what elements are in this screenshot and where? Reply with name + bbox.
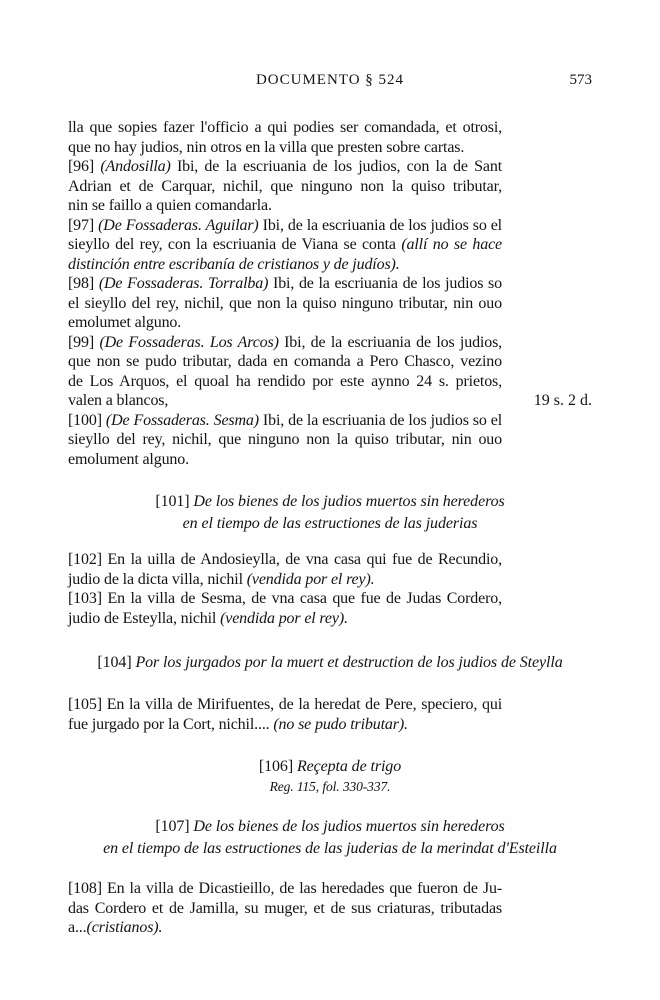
text-line — [68, 138, 502, 158]
text-line — [68, 372, 502, 392]
text-segment: emolumet alguno. — [68, 314, 182, 331]
text-segment: lla que sopies fazer l'officio a qui podies ser comandada, et otrosi, — [68, 119, 502, 136]
text-line — [68, 313, 502, 333]
text-segment: Ibi, de la escriuania de los judios, — [278, 333, 502, 351]
text-segment: [107] — [155, 818, 194, 835]
italic-segment: (De Fossaderas. Aguilar) — [98, 216, 259, 234]
text-segment: fue jurgado por la Cort, nichil.... — [68, 715, 274, 733]
text-segment: judio de Esteylla, nichil — [68, 609, 221, 627]
text-segment: a... — [68, 919, 87, 936]
text-line — [68, 918, 502, 938]
text-line — [68, 715, 502, 735]
text-segment: que no hay judios, nin otros en la villa que presten sobre cartas. — [68, 138, 465, 156]
italic-segment: (vendida por el rey). — [220, 609, 348, 627]
text-line — [68, 118, 502, 138]
text-line — [68, 570, 502, 590]
paragraph — [68, 157, 502, 216]
text-content — [68, 118, 592, 938]
italic-segment: (De Fossaderas. Sesma) — [105, 411, 259, 429]
text-segment: [106] — [258, 758, 297, 775]
text-line — [68, 879, 502, 899]
text-segment: Ibi, de la escriuania de los judios so el — [258, 216, 502, 234]
paragraph — [68, 879, 502, 938]
text-segment: [105] En la villa de Mirifuentes, de la heredat de Pere, speciero, qui — [68, 696, 502, 713]
text-line — [68, 695, 502, 715]
italic-segment: (allí no se hace — [401, 236, 503, 253]
section-heading — [68, 491, 592, 535]
italic-segment: Reg. 115, fol. 330-337. — [269, 779, 391, 794]
italic-segment: distinción entre escribanía de cristianos y de judíos). — [68, 255, 400, 273]
amount-value: 19 s. 2 d. — [533, 392, 592, 409]
italic-segment: en el tiempo de las estructiones de las juderias de la merindat d'Esteilla — [103, 840, 557, 857]
paragraph — [68, 589, 502, 628]
paragraph — [68, 118, 502, 157]
italic-segment: (De Fossaderas. Los Arcos) — [99, 333, 279, 351]
italic-segment: De los bienes de los judios muertos sin herederos — [193, 493, 505, 510]
text-line — [68, 196, 502, 216]
section-heading — [68, 652, 592, 674]
text-segment: que non se pudo tributar, dada en comanda a Pero Chasco, vezino — [68, 353, 502, 370]
text-line — [68, 609, 502, 629]
text-line — [68, 157, 502, 177]
heading-line — [68, 778, 592, 796]
text-line — [68, 391, 592, 411]
italic-segment: (no se pudo tributar). — [273, 715, 408, 733]
running-header — [68, 72, 592, 90]
text-segment: Adrian et de Carquar, nichil, que ninguno non la quiso tributar, — [68, 177, 502, 195]
italic-segment: De los bienes de los judios muertos sin herederos — [193, 818, 505, 835]
italic-segment: en el tiempo de las estructiones de las juderias — [182, 515, 478, 532]
text-segment: judio de la dicta villa, nichil — [68, 570, 247, 588]
text-segment: de Los Arquos, el quoal ha rendido por este aynno 24 s. prietos, — [68, 372, 502, 390]
text-segment: nin se faillo a quien comandarla. — [68, 197, 272, 214]
text-line — [68, 450, 502, 470]
heading-line — [68, 513, 592, 535]
text-segment: [100] — [68, 411, 106, 429]
text-segment: Ibi, de la escriuania de los judios so el — [258, 411, 502, 429]
text-segment: Ibi, de la escriuania de los judios, con la de Sant — [170, 158, 502, 175]
text-line — [68, 899, 502, 919]
text-segment: [104] — [97, 654, 136, 671]
italic-segment: (vendida por el rey). — [246, 570, 375, 588]
italic-segment: (cristianos). — [86, 919, 163, 936]
paragraph — [68, 216, 502, 275]
text-segment: [97] — [68, 216, 99, 234]
text-line — [68, 255, 502, 275]
paragraph — [68, 333, 592, 411]
text-line — [68, 411, 502, 431]
text-segment: Ibi, de la escriuania de los judios so — [268, 275, 502, 292]
text-segment: valen a blancos, — [68, 392, 169, 409]
section-heading — [68, 816, 592, 860]
text-line — [68, 589, 502, 609]
italic-segment: Por los jurgados por la muert et destruction de los judios de Steylla — [135, 654, 563, 671]
text-segment: [102] En la uilla de Andosieylla, de vna casa qui fue de Recundio, — [68, 551, 502, 568]
paragraph — [68, 274, 502, 333]
text-line — [68, 430, 502, 450]
text-line — [68, 550, 502, 570]
text-line — [68, 177, 502, 197]
heading-line — [68, 816, 592, 838]
heading-line — [68, 838, 592, 860]
text-line — [68, 235, 502, 255]
running-header-title: DOCUMENTO § 524 — [255, 72, 405, 88]
text-segment: el sieyllo del rey, nichil, que non la quiso ninguno tributar, nin ouo — [68, 294, 502, 312]
text-segment: [103] En la villa de Sesma, de vna casa que fue de Judas Cordero, — [68, 590, 502, 607]
text-segment: [98] — [68, 275, 99, 292]
text-segment: [108] En la villa de Dicastieillo, de las heredades que fueron de Ju- — [68, 880, 502, 897]
heading-line — [68, 756, 592, 778]
text-line — [68, 216, 502, 236]
text-line — [68, 333, 502, 353]
section-heading — [68, 756, 592, 796]
page-number: 573 — [569, 72, 592, 88]
paragraph — [68, 550, 502, 589]
text-segment: sieyllo del rey, con la escriuania de Viana se conta — [68, 236, 402, 253]
text-segment: emolument alguno. — [68, 450, 189, 468]
paragraph — [68, 411, 502, 470]
italic-segment: Reçepta de trigo — [296, 758, 402, 775]
text-line — [68, 274, 502, 294]
italic-segment: (De Fossaderas. Torralba) — [98, 275, 269, 292]
text-segment: [99] — [68, 333, 100, 351]
paragraph — [68, 695, 502, 734]
text-segment: [96] — [68, 158, 101, 175]
text-line — [68, 352, 502, 372]
italic-segment: (Andosilla) — [100, 158, 171, 175]
heading-line — [68, 652, 592, 674]
text-segment: [101] — [155, 493, 194, 510]
text-segment: das Cordero et de Jamilla, su muger, et de sus criaturas, tributadas — [68, 899, 502, 917]
heading-line — [68, 491, 592, 513]
text-line — [68, 294, 502, 314]
text-segment: sieyllo del rey, nichil, que ninguno non la quiso tributar, nin ouo — [68, 431, 502, 448]
